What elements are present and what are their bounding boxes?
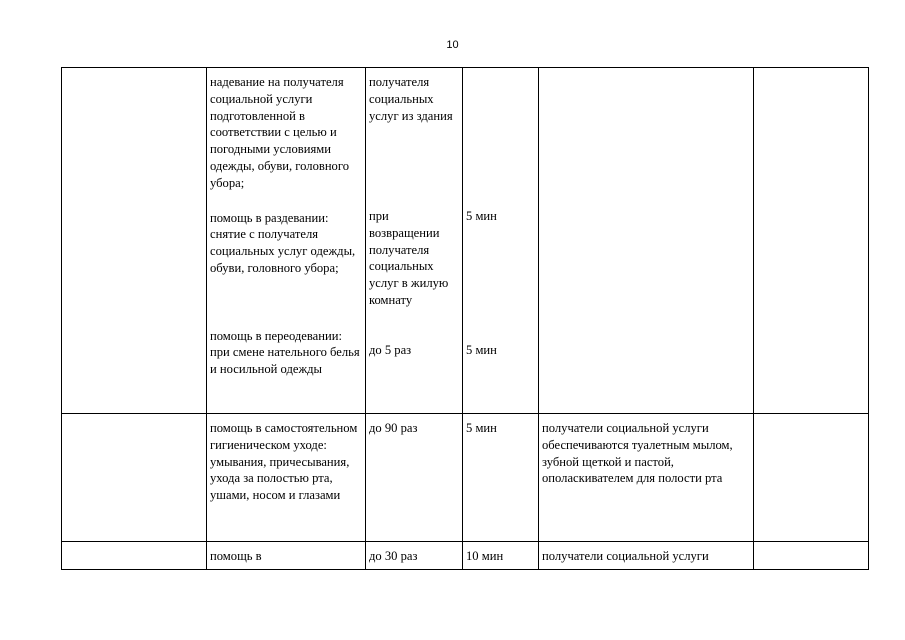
table-cell bbox=[539, 542, 754, 570]
frequency-changing-clothes: до 5 раз bbox=[369, 343, 412, 357]
table-cell bbox=[463, 542, 539, 570]
page-number: 10 bbox=[446, 39, 459, 51]
table-cell bbox=[366, 414, 463, 542]
table-cell bbox=[754, 414, 869, 542]
services-table bbox=[61, 67, 869, 570]
service-changing-clothes: помощь в переодевании: при смене нательного белья и носильной одежды bbox=[210, 328, 360, 377]
table-row bbox=[62, 68, 869, 414]
table-cell bbox=[754, 68, 869, 414]
table-cell bbox=[62, 542, 207, 570]
note-hygiene: получатели социальной услуги обеспечиваются туалетным мылом, зубной щеткой и пастой, ополаскивателем для полости рта bbox=[542, 421, 733, 486]
table-row bbox=[62, 414, 869, 542]
note-next: получатели социальной услуги bbox=[542, 549, 709, 563]
frequency-undressing: при возвращении получателя социальных услуг в жилую комнату bbox=[369, 209, 449, 307]
table-row bbox=[62, 542, 869, 570]
duration-undressing: 5 мин bbox=[466, 209, 497, 223]
table-cell bbox=[366, 68, 463, 414]
table-cell bbox=[463, 414, 539, 542]
duration-hygiene: 5 мин bbox=[466, 421, 497, 435]
table-cell bbox=[539, 68, 754, 414]
table-cell bbox=[463, 68, 539, 414]
frequency-dressing: получателя социальных услуг из здания bbox=[369, 75, 453, 123]
table-cell bbox=[207, 68, 366, 414]
table-cell bbox=[754, 542, 869, 570]
duration-changing-clothes: 5 мин bbox=[466, 343, 497, 357]
service-undressing: помощь в раздевании: снятие с получателя социальных услуг одежды, обуви, головного убора; bbox=[210, 210, 356, 275]
table-cell bbox=[366, 542, 463, 570]
service-next: помощь в bbox=[210, 549, 262, 563]
service-dressing: надевание на получателя социальной услуги подготовленной в соответствии с целью и погодными условиями одежды, обуви, головного убора; bbox=[210, 75, 349, 190]
service-hygiene: помощь в самостоятельном гигиеническом уходе: умывания, причесывания, ухода за полостью рта, ушами, носом и глазами bbox=[210, 421, 358, 503]
table-cell bbox=[62, 414, 207, 542]
duration-next: 10 мин bbox=[466, 549, 504, 563]
frequency-next: до 30 раз bbox=[369, 549, 418, 563]
table-cell bbox=[207, 542, 366, 570]
table-cell bbox=[207, 414, 366, 542]
frequency-hygiene: до 90 раз bbox=[369, 421, 418, 435]
table-cell bbox=[539, 414, 754, 542]
table-cell bbox=[62, 68, 207, 414]
